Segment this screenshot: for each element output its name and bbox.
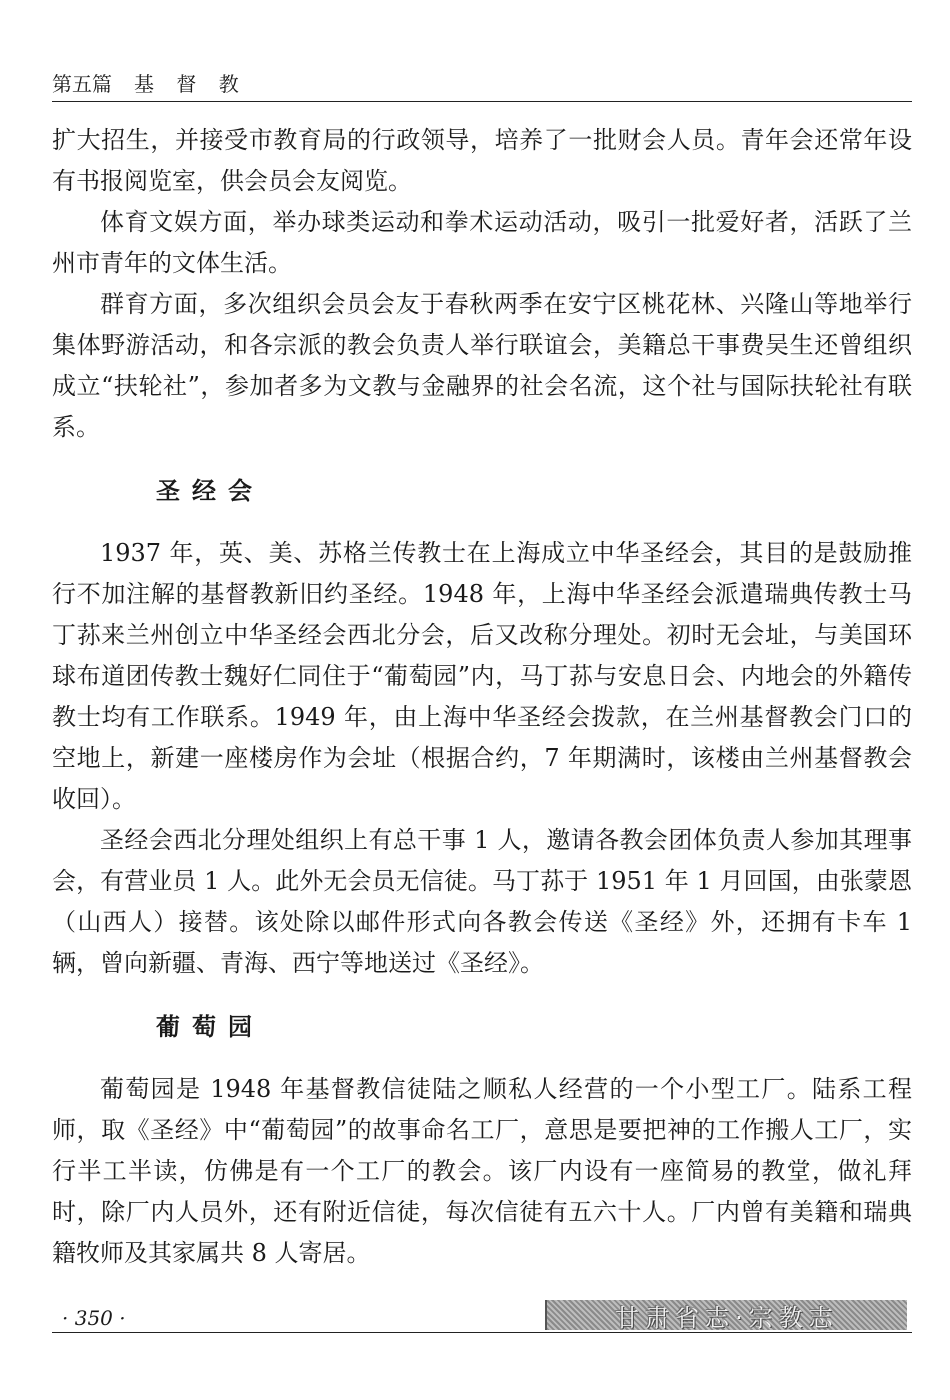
page-number: · 350 · [62, 1306, 126, 1330]
section-heading-bible-society: 圣经会 [156, 476, 264, 505]
footer-rule [52, 1332, 912, 1333]
paragraph-continued: 扩大招生，并接受市教育局的行政领导，培养了一批财会人员。青年会还常年设有书报阅览室，供会员会友阅览。 [52, 126, 912, 195]
part-title: 第五篇 [52, 72, 112, 96]
paragraph-bible-society-organization: 圣经会西北分理处组织上有总干事 1 人，邀请各教会团体负责人参加其理事会，有营业员 1 人。此外无会员无信徒。马丁荪于 1951 年 1 月回国，由张蒙恩（山西人）接替。该处除以邮件形式向各教会传送《圣经》外，还拥有卡车 1 辆，曾向新疆、青海、西宁等地送过《圣经》。 [52, 826, 912, 977]
paragraph-vineyard: 葡萄园是 1948 年基督教信徒陆之顺私人经营的一个小型工厂。陆系工程师，取《圣经》中“葡萄园”的故事命名工厂，意思是要把神的工作搬人工厂，实行半工半读，仿佛是有一个工厂的教会。该厂内设有一座简易的教堂，做礼拜时，除厂内人员外，还有附近信徒，每次信徒有五六十人。厂内曾有美籍和瑞典籍牧师及其家属共 8 人寄居。 [52, 1075, 912, 1267]
header-rule [52, 101, 912, 102]
paragraph-group-activities: 群育方面，多次组织会员会友于春秋两季在安宁区桃花林、兴隆山等地举行集体野游活动，和各宗派的教会负责人举行联谊会，美籍总干事费吴生还曾组织成立“扶轮社”，参加者多为文教与金融界的社会名流，这个社与国际扶轮社有联系。 [52, 290, 912, 441]
series-title: 甘肃省志·宗教志 [615, 1303, 839, 1332]
series-title-banner [545, 1300, 907, 1330]
section-heading-vineyard: 葡萄园 [156, 1012, 264, 1041]
page-body [52, 120, 912, 1274]
running-head [52, 68, 247, 97]
paragraph-bible-society-history: 1937 年，英、美、苏格兰传教士在上海成立中华圣经会，其目的是鼓励推行不加注解的基督教新旧约圣经。1948 年，上海中华圣经会派遣瑞典传教士马丁荪来兰州创立中华圣经会西北分会，后又改称分理处。初时无会址，与美国环球布道团传教士魏好仁同住于“葡萄园”内，马丁荪与安息日会、内地会的外籍传教士均有工作联系。1949 年，由上海中华圣经会拨款，在兰州基督教会门口的空地上，新建一座楼房作为会址（根据合约，7 年期满时，该楼由兰州基督教会收回）。 [52, 539, 912, 813]
topic-title: 基 督 教 [134, 72, 247, 96]
paragraph-sports: 体育文娱方面，举办球类运动和拳术运动活动，吸引一批爱好者，活跃了兰州市青年的文体生活。 [52, 208, 912, 277]
